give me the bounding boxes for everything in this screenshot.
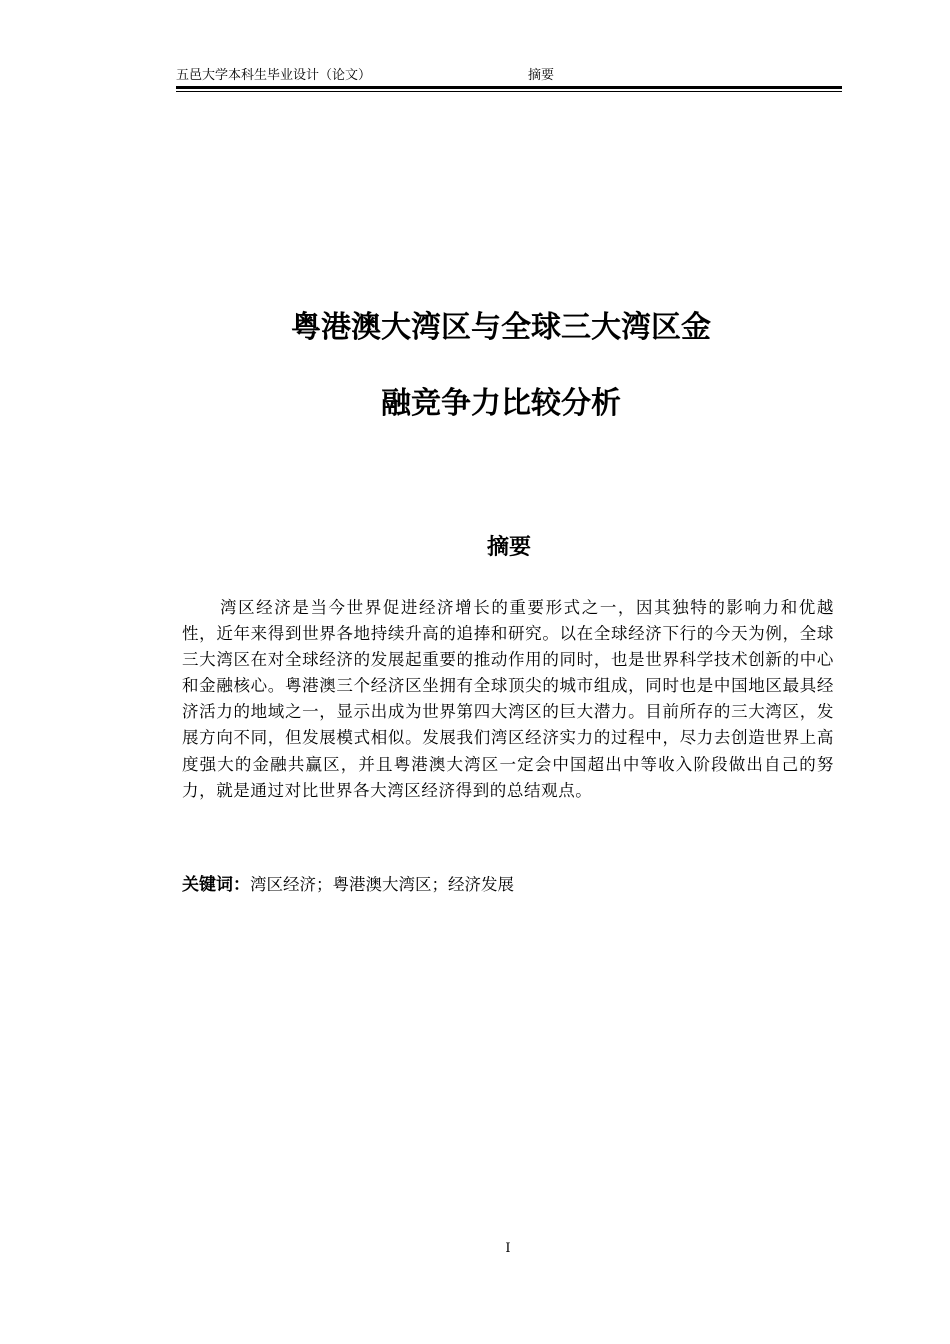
header-rule-thick — [176, 86, 842, 89]
abstract-heading: 摘要 — [486, 535, 531, 560]
keywords-line — [182, 872, 834, 898]
thesis-title-line-2: 融竞争力比较分析 — [381, 386, 621, 421]
page-number: I — [505, 1241, 511, 1256]
header-rule-thin — [176, 91, 842, 92]
keywords-value: 湾区经济；粤港澳大湾区；经济发展 — [250, 875, 514, 894]
keywords-label: 关键词： — [182, 875, 250, 895]
thesis-title-line-1: 粤港澳大湾区与全球三大湾区金 — [291, 310, 711, 345]
header-section-label: 摘要 — [528, 68, 555, 83]
abstract-paragraph: 湾区经济是当今世界促进经济增长的重要形式之一，因其独特的影响力和优越性，近年来得到世界各地持续升高的追捧和研究。以在全球经济下行的今天为例，全球三大湾区在对全球经济的发展起重要的推动作用的同时，也是世界科学技术创新的中心和金融核心。粤港澳三个经济区坐拥有全球顶尖的城市组成，同时也是中国地区最具经济活力的地域之一，显示出成为世界第四大湾区的巨大潜力。目前所存的三大湾区，发展方向不同，但发展模式相似。发展我们湾区经济实力的过程中，尽力去创造世界上高度强大的金融共赢区，并且粤港澳大湾区一定会中国超出中等收入阶段做出自己的努力，就是通过对比世界各大湾区经济得到的总结观点。 — [182, 598, 834, 800]
page-header — [176, 66, 842, 86]
header-thesis-label: 五邑大学本科生毕业设计（论文） — [176, 68, 372, 83]
